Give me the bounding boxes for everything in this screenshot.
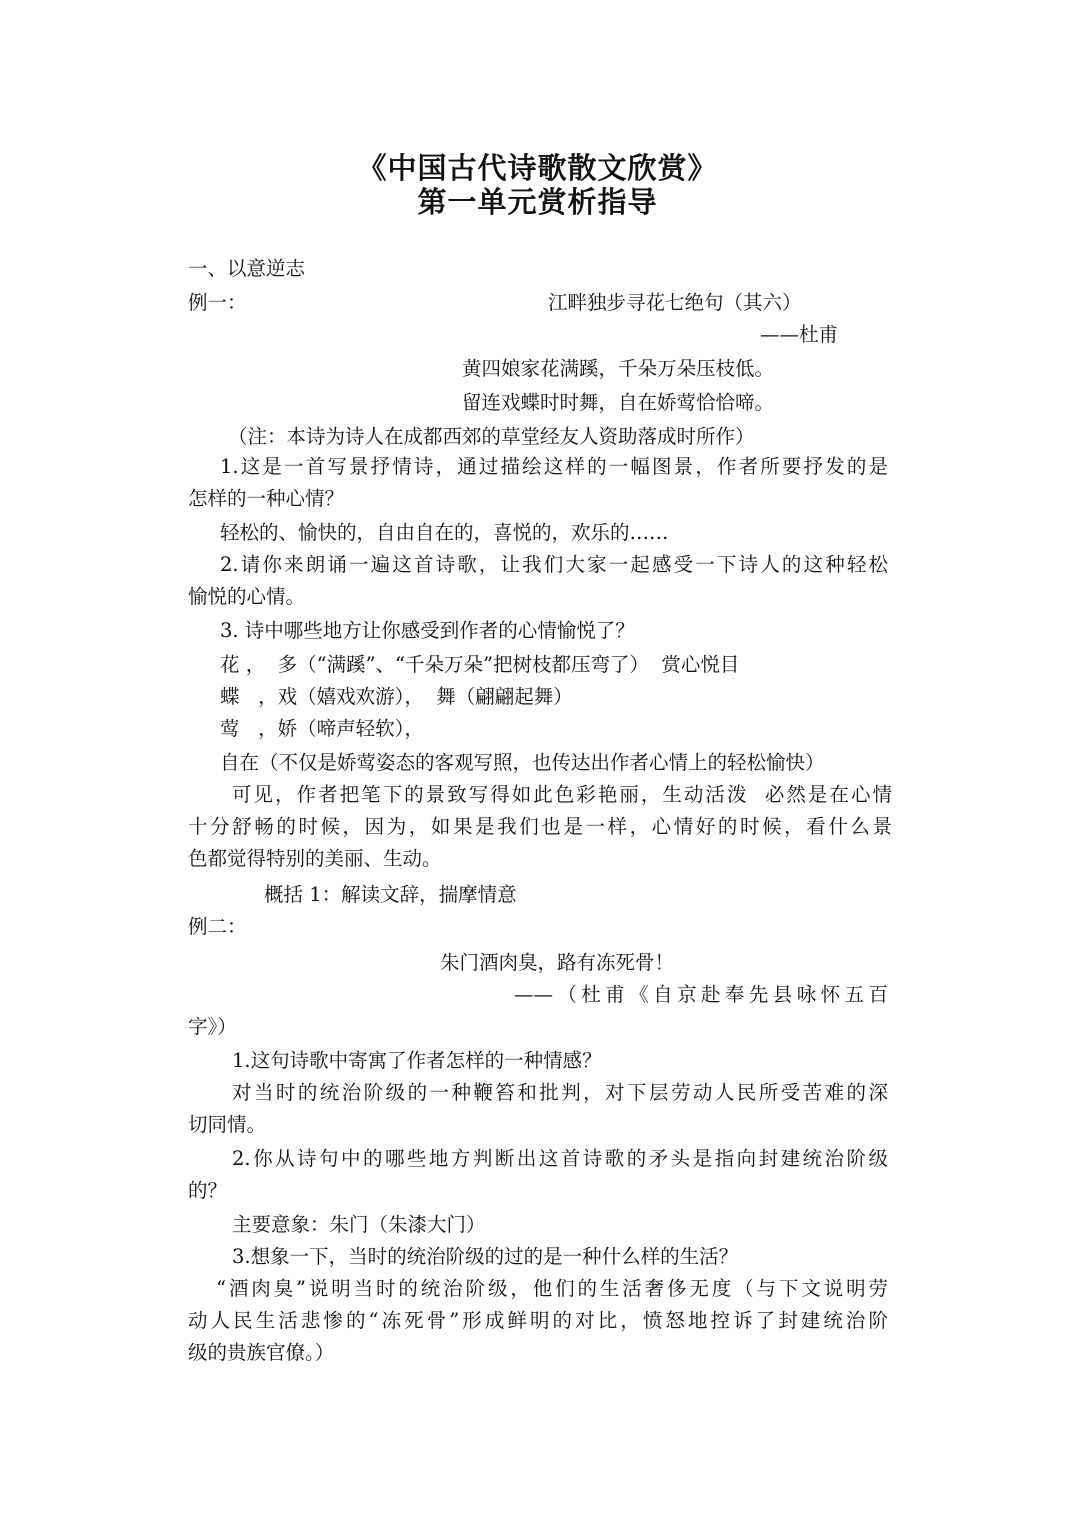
poem-verse-2: 留连戏蝶时时舞，自在娇莺恰恰啼。: [462, 391, 775, 414]
example1-label: 例一：: [188, 291, 247, 314]
poem-note: （注：本诗为诗人在成都西郊的草堂经友人资助落成时所作）: [228, 425, 755, 448]
question-1-cont: 怎样的一种心情？: [188, 487, 345, 510]
answer-3-oriole: 莺 ，娇（啼声轻软），: [220, 717, 424, 740]
answer-3-ease: 自在（不仅是娇莺姿态的客观写照，也传达出作者心情上的轻松愉快）: [220, 751, 825, 774]
doc-subtitle: 第一单元赏析指导: [417, 185, 658, 219]
poem-author: ——杜甫: [760, 323, 839, 346]
answer-3-flower: 花 ， 多（“满蹊”、“千朵万朵”把树枝都压弯了） 赏心悦目: [220, 653, 740, 676]
example2-answer-3-end: 级的贵族官僚。）: [188, 1341, 335, 1364]
doc-title: 《中国古代诗歌散文欣赏》: [357, 151, 718, 185]
example2-answer-2: 主要意象：朱门（朱漆大门）: [232, 1213, 486, 1236]
example2-answer-1-cont: 切同情。: [188, 1113, 267, 1136]
analysis-line-3: 色都觉得特别的美丽、生动。: [188, 847, 442, 870]
analysis-line-2: 十分舒畅的时候，因为，如果是我们也是一样，心情好的时候，看什么景: [188, 815, 892, 838]
example2-question-1: 1.这句诗歌中寄寓了作者怎样的一种情感？: [232, 1049, 602, 1072]
example2-source: ——（杜甫《自京赴奉先县咏怀五百: [514, 983, 888, 1006]
answer-1: 轻松的、愉快的，自由自在的，喜悦的，欢乐的……: [220, 521, 669, 544]
example2-question-2-cont: 的？: [188, 1179, 228, 1202]
question-3: 3. 诗中哪些地方让你感受到作者的心情愉悦了？: [220, 619, 635, 642]
poem-verse-1: 黄四娘家花满蹊，千朵万朵压枝低。: [462, 357, 775, 380]
question-2-cont: 愉悦的心情。: [188, 585, 306, 608]
example2-question-3: 3.想象一下，当时的统治阶级的过的是一种什么样的生活？: [232, 1245, 739, 1268]
poem-title: 江畔独步寻花七绝句（其六）: [548, 291, 802, 314]
example2-label: 例二：: [188, 915, 247, 938]
question-2: 2.请你来朗诵一遍这首诗歌，让我们大家一起感受一下诗人的这种轻松: [220, 553, 888, 576]
example2-poem-line: 朱门酒肉臭，路有冻死骨！: [440, 951, 675, 974]
example2-answer-1: 对当时的统治阶级的一种鞭笞和批判，对下层劳动人民所受苦难的深: [232, 1081, 888, 1104]
example2-question-2: 2.你从诗句中的哪些地方判断出这首诗歌的矛头是指向封建统治阶级: [232, 1147, 888, 1170]
analysis-line-1: 可见，作者把笔下的景致写得如此色彩艳丽，生动活泼 必然是在心情: [232, 783, 892, 806]
section-heading: 一、以意逆志: [188, 257, 306, 280]
example2-answer-3-cont: 动人民生活悲惨的“冻死骨”形成鲜明的对比，愤怒地控诉了封建统治阶: [188, 1309, 888, 1332]
question-1: 1.这是一首写景抒情诗，通过描绘这样的一幅图景，作者所要抒发的是: [220, 455, 888, 478]
example2-source-cont: 字》）: [188, 1015, 237, 1038]
summary-1: 概括 1：解读文辞，揣摩情意: [264, 883, 517, 906]
answer-3-butterfly: 蝶 ，戏（嬉戏欢游）， 舞（翩翩起舞）: [220, 685, 573, 708]
example2-answer-3: “酒肉臭”说明当时的统治阶级，他们的生活奢侈无度（与下文说明劳: [216, 1277, 888, 1300]
